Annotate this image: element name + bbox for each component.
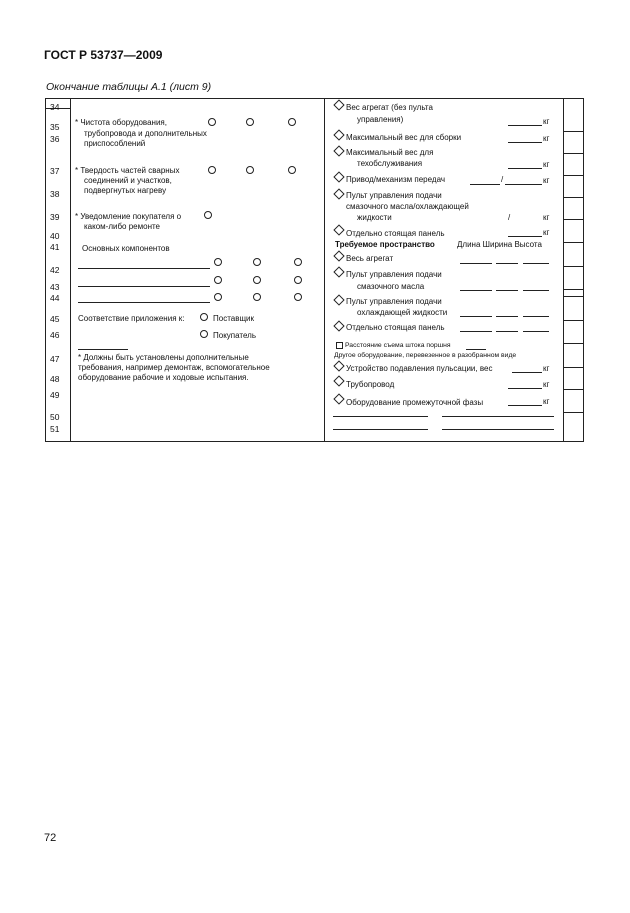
length-field[interactable] bbox=[460, 316, 492, 317]
radio-option[interactable] bbox=[288, 118, 296, 126]
width-field[interactable] bbox=[496, 331, 518, 332]
tick bbox=[563, 367, 584, 368]
height-field[interactable] bbox=[523, 316, 549, 317]
tick bbox=[563, 197, 584, 198]
lube-panel-label: Пульт управления подачи bbox=[346, 191, 442, 200]
cleanliness-label: приспособлений bbox=[84, 139, 146, 148]
max-weight-service-label: Максимальный вес для bbox=[346, 148, 434, 157]
kg-unit: кг bbox=[543, 176, 550, 185]
radio-option[interactable] bbox=[246, 166, 254, 174]
row-number-divider bbox=[70, 98, 71, 442]
extra-field[interactable] bbox=[333, 416, 428, 417]
width-field[interactable] bbox=[496, 263, 518, 264]
form-table bbox=[45, 98, 584, 442]
row-number: 51 bbox=[50, 424, 60, 434]
tick bbox=[563, 343, 584, 344]
cleanliness-label: трубопровода и дополнительных bbox=[84, 129, 207, 138]
radio-option[interactable] bbox=[214, 293, 222, 301]
tick bbox=[563, 219, 584, 220]
component-field[interactable] bbox=[78, 286, 210, 287]
radio-option[interactable] bbox=[253, 276, 261, 284]
pipeline-label: Трубопровод bbox=[346, 380, 395, 389]
row-number: 38 bbox=[50, 189, 60, 199]
other-equipment-label: Другое оборудование, перевезенное в разобранном виде bbox=[334, 352, 517, 359]
kg-unit: кг bbox=[543, 228, 550, 237]
kg-unit: кг bbox=[543, 117, 550, 126]
length-field[interactable] bbox=[460, 263, 492, 264]
extra-field[interactable] bbox=[333, 429, 428, 430]
pulsation-label: Устройство подавления пульсации, вес bbox=[346, 364, 493, 373]
radio-option[interactable] bbox=[214, 276, 222, 284]
length-field[interactable] bbox=[460, 290, 492, 291]
component-field[interactable] bbox=[78, 268, 210, 269]
tick bbox=[563, 389, 584, 390]
hardness-label: соединений и участков, bbox=[84, 176, 172, 185]
unit-weight-label: Весь агрегат bbox=[346, 254, 394, 263]
max-weight-service-label: техобслуживания bbox=[357, 159, 423, 168]
footnote-rule bbox=[78, 349, 128, 350]
slash: / bbox=[508, 213, 511, 222]
page-number: 72 bbox=[44, 832, 57, 844]
kg-unit: кг bbox=[543, 397, 550, 406]
height-field[interactable] bbox=[523, 290, 549, 291]
tick bbox=[563, 153, 584, 154]
row-number: 37 bbox=[50, 166, 60, 176]
separate-panel2-label: Отдельно стоящая панель bbox=[346, 323, 445, 332]
row-number: 43 bbox=[50, 282, 60, 292]
separate-panel-label: Отдельно стоящая панель bbox=[346, 229, 445, 238]
drive-field-2[interactable] bbox=[505, 184, 542, 185]
radio-option[interactable] bbox=[246, 118, 254, 126]
dimensions-heading: Длина Ширина Высота bbox=[457, 240, 542, 249]
hardness-label: подвергнутых нагреву bbox=[84, 186, 167, 195]
piston-distance-field[interactable] bbox=[466, 349, 486, 350]
radio-option[interactable] bbox=[204, 211, 212, 219]
footnote-text: оборудование рабочие и ходовые испытания. bbox=[78, 373, 249, 382]
max-weight-assembly-field[interactable] bbox=[508, 142, 542, 143]
weight-unit-field[interactable] bbox=[508, 125, 542, 126]
right-column-divider bbox=[563, 98, 564, 442]
row-number: 42 bbox=[50, 265, 60, 275]
pipeline-field[interactable] bbox=[508, 388, 542, 389]
row-number: 41 bbox=[50, 242, 60, 252]
length-field[interactable] bbox=[460, 331, 492, 332]
radio-option[interactable] bbox=[294, 258, 302, 266]
row-number: 47 bbox=[50, 354, 60, 364]
kg-unit: кг bbox=[543, 134, 550, 143]
extra-field[interactable] bbox=[442, 416, 554, 417]
radio-option[interactable] bbox=[208, 118, 216, 126]
row-number: 39 bbox=[50, 212, 60, 222]
table-caption: Окончание таблицы А.1 (лист 9) bbox=[46, 81, 212, 93]
document-header: ГОСТ Р 53737—2009 bbox=[44, 48, 163, 62]
radio-option[interactable] bbox=[214, 258, 222, 266]
lube-panel2-label: Пульт управления подачи bbox=[346, 270, 442, 279]
radio-option[interactable] bbox=[288, 166, 296, 174]
row-number: 36 bbox=[50, 134, 60, 144]
row-number: 50 bbox=[50, 412, 60, 422]
kg-unit: кг bbox=[543, 160, 550, 169]
space-required-heading: Требуемое пространство bbox=[335, 240, 435, 249]
intermediate-label: Оборудование промежуточной фазы bbox=[346, 398, 484, 407]
lube-panel-label: жидкости bbox=[357, 213, 392, 222]
buyer-label: Покупатель bbox=[213, 331, 256, 340]
piston-distance-label: Расстояние съема штока поршня bbox=[345, 342, 451, 349]
lube-panel2-label: смазочного масла bbox=[357, 282, 425, 291]
radio-option[interactable] bbox=[294, 293, 302, 301]
tick bbox=[563, 131, 584, 132]
compliance-label: Соответствие приложения к: bbox=[78, 314, 185, 323]
tick bbox=[563, 242, 584, 243]
extra-field[interactable] bbox=[442, 429, 554, 430]
radio-option[interactable] bbox=[208, 166, 216, 174]
weight-unit-label: управления) bbox=[357, 115, 404, 124]
piston-distance-checkbox[interactable] bbox=[336, 342, 343, 349]
notify-label: * Уведомление покупателя о bbox=[75, 212, 182, 221]
tick bbox=[563, 320, 584, 321]
row-number: 44 bbox=[50, 293, 60, 303]
width-field[interactable] bbox=[496, 290, 518, 291]
weight-unit-label: Вес агрегат (без пульта bbox=[346, 103, 433, 112]
radio-option[interactable] bbox=[253, 258, 261, 266]
row-number: 34 bbox=[50, 102, 60, 112]
footnote-text: * Должны быть установлены дополнительные bbox=[78, 353, 249, 362]
height-field[interactable] bbox=[523, 331, 549, 332]
cool-panel-label: Пульт управления подачи bbox=[346, 297, 442, 306]
row-number: 46 bbox=[50, 330, 60, 340]
separate-panel-field[interactable] bbox=[508, 236, 542, 237]
width-field[interactable] bbox=[496, 316, 518, 317]
tick bbox=[563, 266, 584, 267]
drive-label: Привод/механизм передач bbox=[346, 175, 446, 184]
row-number: 49 bbox=[50, 390, 60, 400]
cleanliness-label: * Чистота оборудования, bbox=[75, 118, 167, 127]
max-weight-service-field[interactable] bbox=[508, 168, 542, 169]
supplier-label: Поставщик bbox=[213, 314, 255, 323]
tick bbox=[563, 412, 584, 413]
buyer-radio[interactable] bbox=[200, 330, 208, 338]
component-field[interactable] bbox=[78, 302, 210, 303]
radio-option[interactable] bbox=[294, 276, 302, 284]
kg-unit: кг bbox=[543, 213, 550, 222]
height-field[interactable] bbox=[523, 263, 549, 264]
main-components-label: Основных компонентов bbox=[82, 244, 170, 253]
intermediate-field[interactable] bbox=[508, 405, 542, 406]
slash: / bbox=[501, 175, 504, 184]
max-weight-assembly-label: Максимальный вес для сборки bbox=[346, 133, 462, 142]
pulsation-field[interactable] bbox=[512, 372, 542, 373]
cool-panel-label: охлаждающей жидкости bbox=[357, 308, 448, 317]
hardness-label: * Твердость частей сварных bbox=[75, 166, 180, 175]
kg-unit: кг bbox=[543, 364, 550, 373]
row-number: 48 bbox=[50, 374, 60, 384]
kg-unit: кг bbox=[543, 380, 550, 389]
row-number: 40 bbox=[50, 231, 60, 241]
tick bbox=[563, 296, 584, 297]
supplier-radio[interactable] bbox=[200, 313, 208, 321]
drive-field-1[interactable] bbox=[470, 184, 500, 185]
radio-option[interactable] bbox=[253, 293, 261, 301]
notify-label: каком-либо ремонте bbox=[84, 222, 161, 231]
center-divider bbox=[324, 98, 325, 442]
tick bbox=[563, 289, 584, 290]
row-number: 45 bbox=[50, 314, 60, 324]
lube-panel-label: смазочного масла/охлаждающей bbox=[346, 202, 469, 211]
tick bbox=[563, 175, 584, 176]
row-number: 35 bbox=[50, 122, 60, 132]
footnote-text: требования, например демонтаж, вспомогательное bbox=[78, 363, 270, 372]
